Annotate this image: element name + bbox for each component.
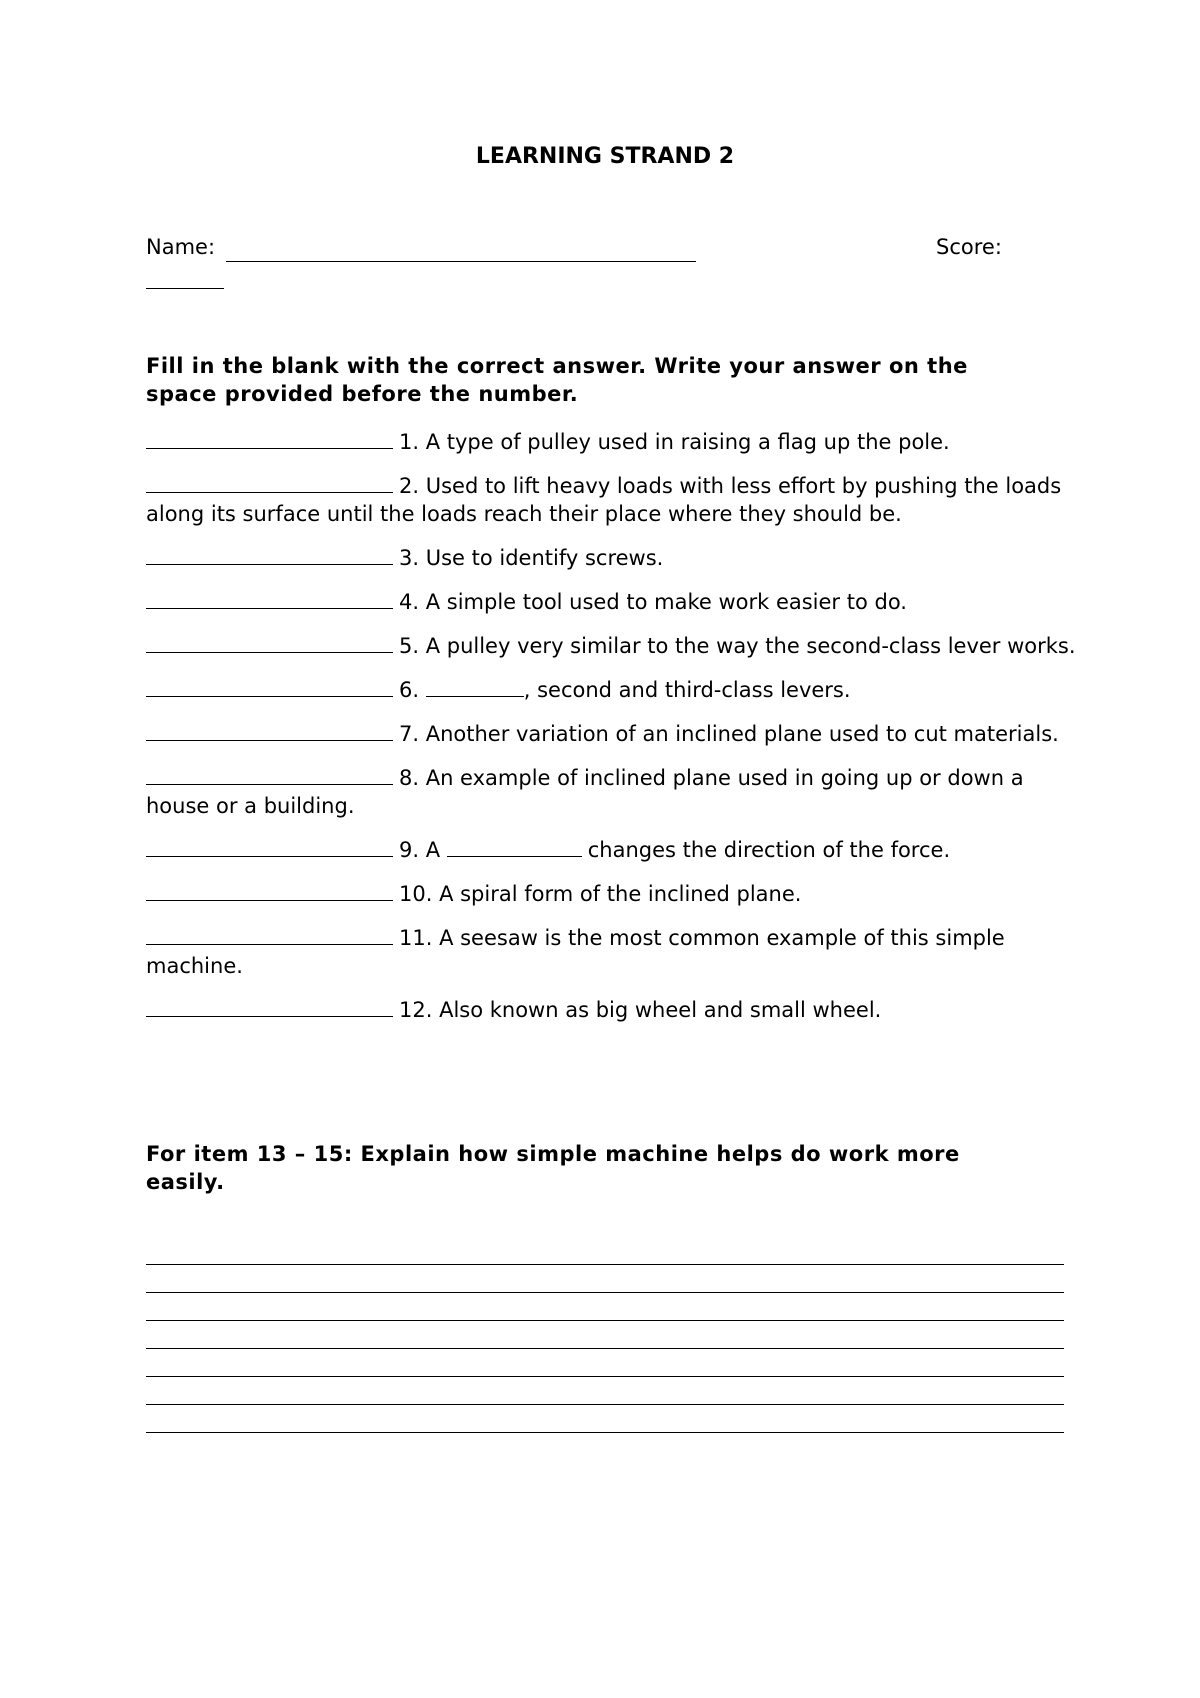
question-text: 5. A pulley very similar to the way the second-class lever works. [399,634,1076,658]
question-text: 7. Another variation of an inclined plane used to cut materials. [399,722,1059,746]
answer-line[interactable] [146,1321,1064,1349]
question-9 [146,836,1076,864]
question-text-before: 6. [399,678,420,702]
question-text: 8. An example of inclined plane used in going up or down a house or a building. [146,766,1024,818]
answer-blank[interactable] [146,924,393,945]
answer-line[interactable] [146,1377,1064,1405]
name-label: Name: [146,235,216,259]
score-label: Score: [936,235,1002,259]
answer-line[interactable] [146,1265,1064,1293]
question-10 [146,880,1076,908]
answer-line[interactable] [146,1405,1064,1433]
inline-blank[interactable] [426,676,524,697]
answer-blank[interactable] [146,836,393,857]
answer-blank[interactable] [146,764,393,785]
question-3 [146,544,1076,572]
question-list [146,428,1076,1040]
question-text: 11. A seesaw is the most common example of this simple machine. [146,926,1005,978]
answer-blank[interactable] [146,720,393,741]
answer-blank[interactable] [146,588,393,609]
question-1 [146,428,1076,456]
question-text: 1. A type of pulley used in raising a flag up the pole. [399,430,950,454]
inline-blank[interactable] [447,836,582,857]
question-2 [146,472,1076,528]
instructions: Fill in the blank with the correct answer. Write your answer on the space provided before the number. [146,354,968,406]
question-text: 12. Also known as big wheel and small wheel. [399,998,882,1022]
question-12 [146,996,1076,1024]
question-text: 10. A spiral form of the inclined plane. [399,882,802,906]
answer-line[interactable] [146,1293,1064,1321]
question-8 [146,764,1076,820]
question-text-after: , second and third-class levers. [523,678,851,702]
answer-blank[interactable] [146,472,393,493]
page-title: LEARNING STRAND 2 [475,144,735,169]
answer-line[interactable] [146,1237,1064,1265]
essay-prompt: For item 13 – 15: Explain how simple machine helps do work more easily. [146,1142,960,1194]
question-4 [146,588,1076,616]
name-field[interactable] [226,261,696,262]
question-text: 2. Used to lift heavy loads with less effort by pushing the loads along its surface until the loads reach their place where they should be. [146,474,1062,526]
answer-blank[interactable] [146,676,393,697]
answer-blank[interactable] [146,880,393,901]
essay-answer-lines[interactable] [146,1237,1064,1433]
answer-blank[interactable] [146,996,393,1017]
answer-line[interactable] [146,1349,1064,1377]
question-6 [146,676,1076,704]
question-7 [146,720,1076,748]
question-text-before: 9. A [399,838,441,862]
question-text: 4. A simple tool used to make work easier to do. [399,590,907,614]
question-5 [146,632,1076,660]
answer-blank[interactable] [146,632,393,653]
question-11 [146,924,1076,980]
answer-blank[interactable] [146,428,393,449]
question-text: 3. Use to identify screws. [399,546,664,570]
score-field[interactable] [146,288,224,289]
answer-blank[interactable] [146,544,393,565]
question-text-after: changes the direction of the force. [587,838,951,862]
